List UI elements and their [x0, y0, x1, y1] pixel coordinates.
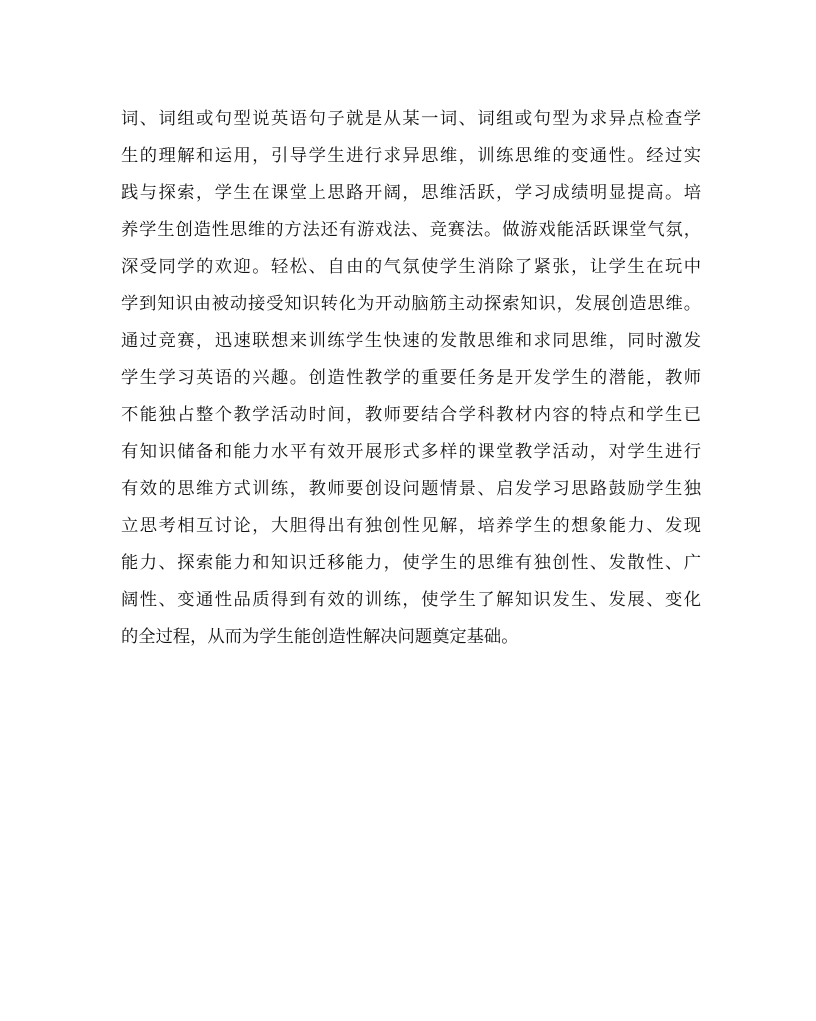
text-line: 词、词组或句型说英语句子就是从某一词、词组或句型为求异点检查学: [121, 109, 701, 129]
text-line: 立思考相互讨论，大胆得出有独创性见解，培养学生的想象能力、发现: [121, 516, 701, 536]
text-line: 有效的思维方式训练，教师要创设问题情景、启发学习思路鼓励学生独: [121, 479, 701, 499]
text-line: 通过竞赛，迅速联想来训练学生快速的发散思维和求同思维，同时激发: [121, 331, 701, 351]
text-line: 的全过程，从而为学生能创造性解决问题奠定基础。: [121, 627, 519, 647]
text-line: 深受同学的欢迎。轻松、自由的气氛使学生消除了紧张，让学生在玩中: [121, 257, 701, 277]
text-line: 践与探索，学生在课堂上思路开阔，思维活跃，学习成绩明显提高。培: [121, 183, 701, 203]
text-line: 学到知识由被动接受知识转化为开动脑筋主动探索知识，发展创造思维。: [121, 294, 701, 314]
text-line: 生的理解和运用，引导学生进行求异思维，训练思维的变通性。经过实: [121, 146, 701, 166]
text-line: 养学生创造性思维的方法还有游戏法、竞赛法。做游戏能活跃课堂气氛，: [121, 220, 701, 240]
text-line: 阔性、变通性品质得到有效的训练，使学生了解知识发生、发展、变化: [121, 590, 701, 610]
text-line: 有知识储备和能力水平有效开展形式多样的课堂教学活动，对学生进行: [121, 442, 701, 462]
text-line: 能力、探索能力和知识迁移能力，使学生的思维有独创性、发散性、广: [121, 553, 701, 573]
body-paragraph: [121, 101, 701, 656]
text-line: 学生学习英语的兴趣。创造性教学的重要任务是开发学生的潜能，教师: [121, 368, 701, 388]
text-line: 不能独占整个教学活动时间，教师要结合学科教材内容的特点和学生已: [121, 405, 701, 425]
